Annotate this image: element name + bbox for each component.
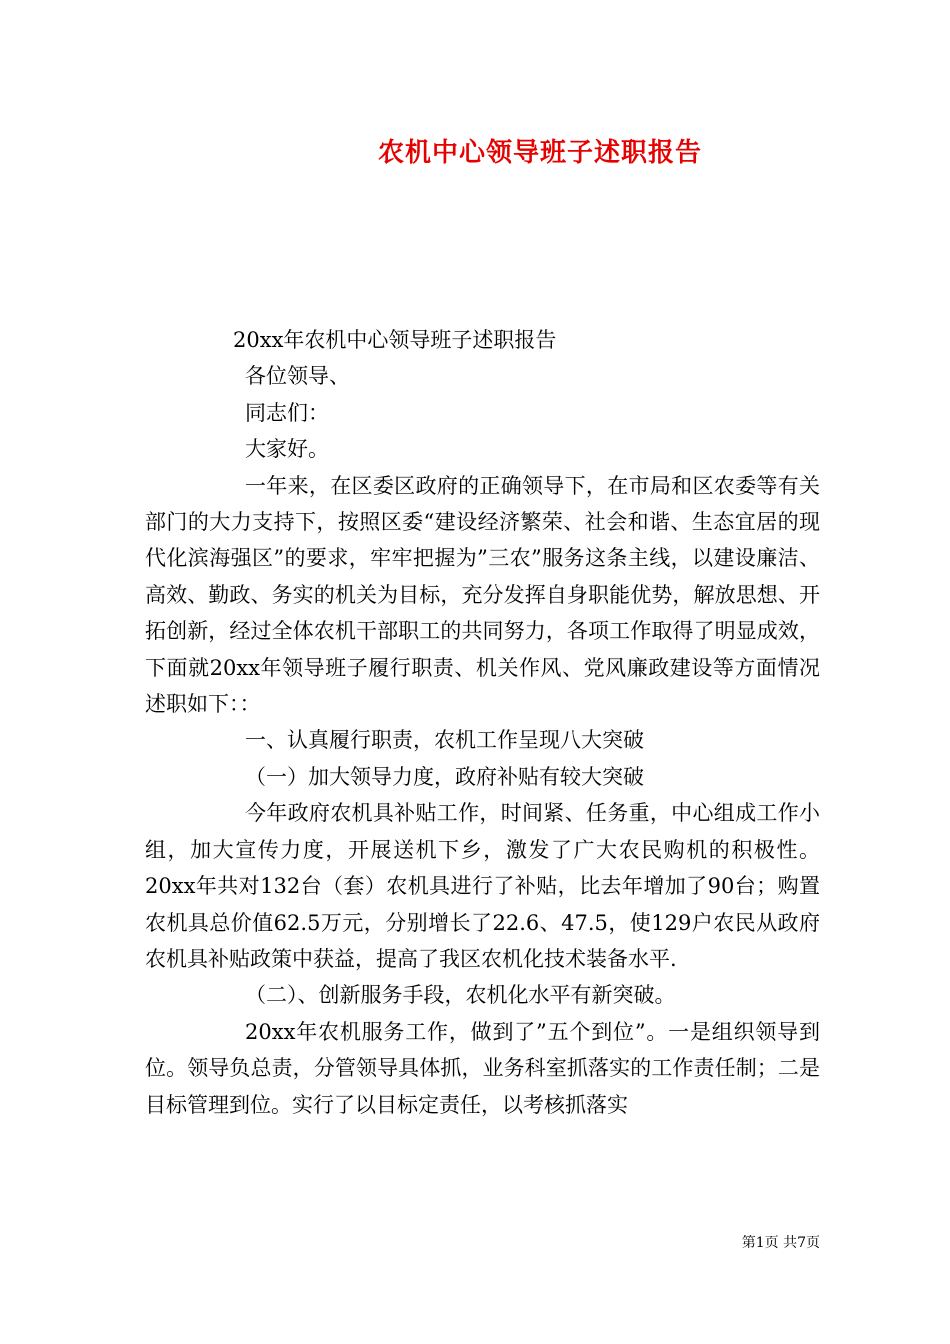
paragraph-intro: 一年来，在区委区政府的正确领导下，在市局和区农委等有关部门的大力支持下，按照区委“建设经济繁荣、社会和谐、生态宜居的现代化滨海强区”的要求，牢牢把握为”三农”服务这条主线，以建设廉洁、高效、勤政、务实的机关为目标，充分发挥自身职能优势，解放思想、开拓创新，经过全体农机干部职工的共同努力，各项工作取得了明显成效，下面就20xx年领导班子履行职责、机关作风、党风廉政建设等方面情况述职如下：： bbox=[145, 473, 820, 717]
salutation-leaders: 各位领导、 bbox=[245, 364, 350, 389]
salutation-comrades: 同志们： bbox=[245, 400, 329, 425]
page-footer: 第1页 共7页 bbox=[741, 1235, 820, 1251]
paragraph-service: 20xx年农机服务工作，做到了”五个到位”。一是组织领导到位。领导负总责，分管领导具体抓，业务科室抓落实的工作责任制；二是目标管理到位。实行了以目标定责任，以考核抓落实 bbox=[145, 1019, 820, 1117]
document-body bbox=[145, 322, 820, 1123]
subsection-heading-2: （二）、创新服务手段，农机化水平有新突破。 bbox=[245, 983, 676, 1008]
section-heading-1: 一、认真履行职责，农机工作呈现八大突破 bbox=[245, 728, 644, 753]
greeting: 大家好。 bbox=[245, 437, 329, 462]
report-subtitle: 20xx年农机中心领导班子述职报告 bbox=[233, 328, 557, 352]
subsection-heading-1: （一）加大领导力度，政府补贴有较大突破 bbox=[245, 764, 644, 789]
document-title: 农机中心领导班子述职报告 bbox=[377, 138, 702, 168]
paragraph-subsidy: 今年政府农机具补贴工作，时间紧、任务重，中心组成工作小组，加大宣传力度，开展送机下乡，激发了广大农民购机的积极性。20xx年共对132台（套）农机具进行了补贴，比去年增加了90台；购置农机具总价值62.5万元，分别增长了22.6、47.5，使129户农民从政府农机具补贴政策中获益，提高了我区农机化技术装备水平. bbox=[145, 801, 820, 971]
